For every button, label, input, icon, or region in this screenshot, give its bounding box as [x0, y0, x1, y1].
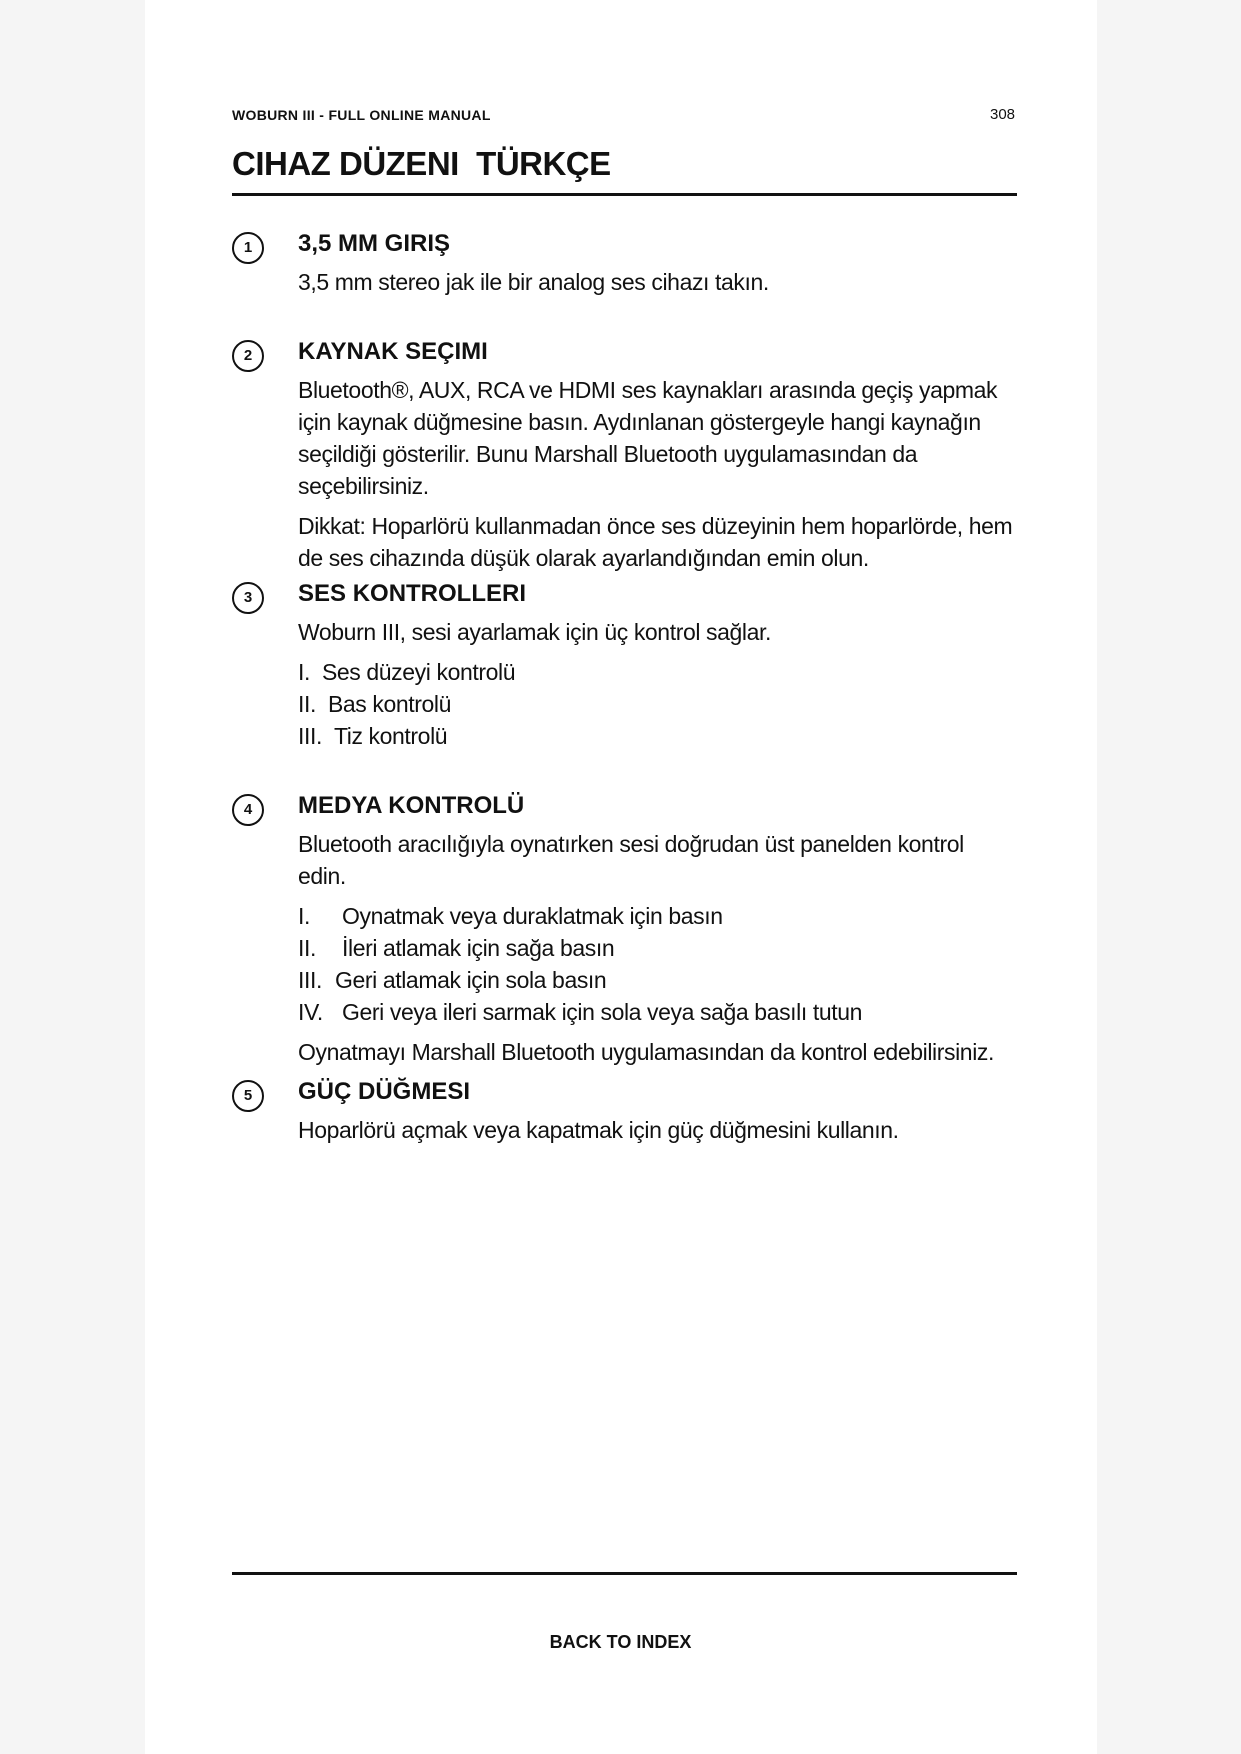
- section-sound-controls: [232, 580, 1017, 760]
- list-item-text: Geri atlamak için sola basın: [335, 967, 607, 993]
- list-item-text: İleri atlamak için sağa basın: [342, 935, 615, 961]
- list-item-numeral: II.: [298, 691, 316, 717]
- section-power-button: [232, 1078, 1017, 1154]
- section-number-badge: 2: [232, 340, 264, 372]
- media-controls-list: [298, 900, 1017, 1028]
- list-item-text: Ses düzeyi kontrolü: [321, 659, 516, 685]
- section-number-badge: 5: [232, 1080, 264, 1112]
- page-title: CIHAZ DÜZENI TÜRKÇE: [232, 145, 611, 182]
- section-intro: Woburn III, sesi ayarlamak için üç kontrol sağlar.: [298, 619, 772, 645]
- list-item: [298, 932, 1017, 964]
- bottom-divider: [232, 1572, 1017, 1575]
- section-title: MEDYA KONTROLÜ: [298, 792, 525, 819]
- list-item: [298, 996, 1017, 1028]
- list-item-numeral: III.: [298, 967, 322, 993]
- list-item-numeral: III.: [298, 723, 322, 749]
- section-title: SES KONTROLLERI: [298, 580, 527, 607]
- section-title: GÜÇ DÜĞMESI: [298, 1078, 471, 1105]
- list-item-numeral: I.: [298, 659, 310, 685]
- section-title: 3,5 MM GIRIŞ: [298, 230, 451, 257]
- page-number: 308: [990, 106, 1016, 123]
- list-item-text: Geri veya ileri sarmak için sola veya sağa basılı tutun: [342, 999, 863, 1025]
- section-number-badge: 1: [232, 232, 264, 264]
- top-divider: [232, 193, 1017, 196]
- section-number-badge: 4: [232, 794, 264, 826]
- list-item: [298, 656, 1017, 688]
- section-source-selection: [232, 338, 1017, 582]
- list-item-text: Tiz kontrolü: [333, 723, 448, 749]
- manual-title: WOBURN III - FULL ONLINE MANUAL: [232, 107, 491, 123]
- list-item-numeral: IV.: [298, 999, 323, 1025]
- list-item-text: Bas kontrolü: [327, 691, 452, 717]
- list-item: [298, 688, 1017, 720]
- section-paragraph-warning: Dikkat: Hoparlörü kullanmadan önce ses düzeyinin hem hoparlörde, hem de ses cihazında düşük olarak ayarlandığından emin olun.: [298, 513, 1013, 571]
- section-number-badge: 3: [232, 582, 264, 614]
- section-outro: Oynatmayı Marshall Bluetooth uygulamasından da kontrol edebilirsiniz.: [298, 1039, 995, 1065]
- list-item: [298, 900, 1017, 932]
- section-paragraph: Bluetooth®, AUX, RCA ve HDMI ses kaynakları arasında geçiş yapmak için kaynak düğmesine basın. Aydınlanan göstergeyle hangi kaynağın seçildiği gösterilir. Bunu Marshall Bluetooth uygulamasından da seçebilirsiniz.: [298, 377, 998, 499]
- section-title: KAYNAK SEÇIMI: [298, 338, 488, 365]
- back-to-index-link[interactable]: BACK TO INDEX: [549, 1632, 692, 1652]
- section-media-control: [232, 792, 1017, 1076]
- list-item-text: Oynatmak veya duraklatmak için basın: [342, 903, 723, 929]
- controls-list: [298, 656, 1017, 752]
- section-paragraph: 3,5 mm stereo jak ile bir analog ses cihazı takın.: [298, 269, 769, 295]
- list-item: [298, 720, 1017, 752]
- list-item-numeral: I.: [298, 903, 310, 929]
- section-paragraph: Hoparlörü açmak veya kapatmak için güç düğmesini kullanın.: [298, 1117, 899, 1143]
- section-intro: Bluetooth aracılığıyla oynatırken sesi doğrudan üst panelden kontrol edin.: [298, 831, 964, 889]
- list-item-numeral: II.: [298, 935, 316, 961]
- list-item: [298, 964, 1017, 996]
- section-3-5mm-input: [232, 230, 1017, 306]
